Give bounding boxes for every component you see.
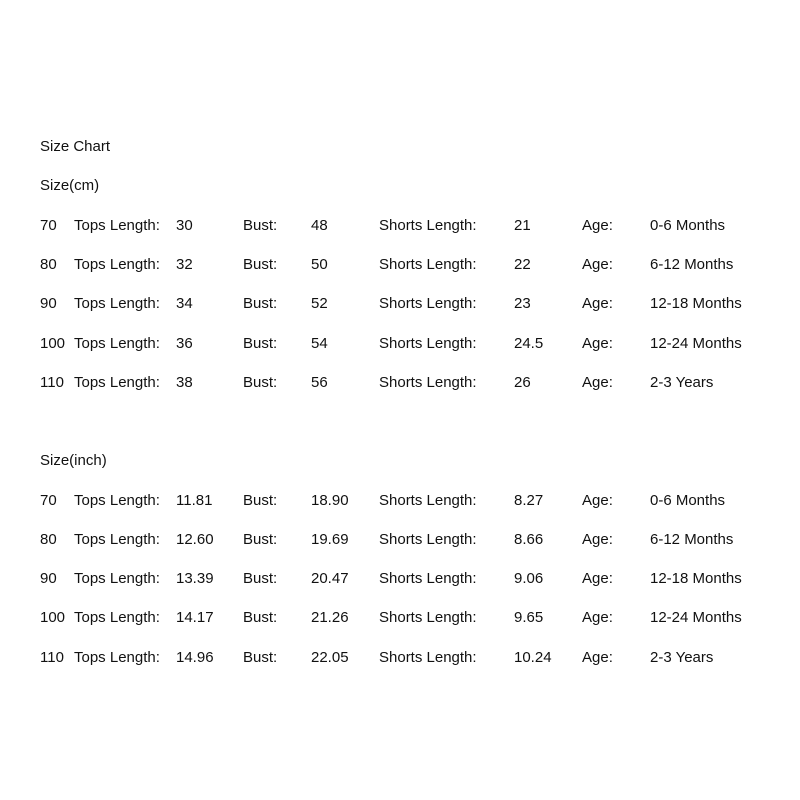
shorts-length-value: 9.65 xyxy=(514,609,544,626)
age-label: Age: xyxy=(582,609,613,626)
tops-length-label: Tops Length: xyxy=(74,295,160,312)
shorts-length-value: 23 xyxy=(514,295,531,312)
bust-label: Bust: xyxy=(243,609,278,626)
age-label: Age: xyxy=(582,531,613,548)
tops-length-label: Tops Length: xyxy=(74,570,160,587)
bust-value: 20.47 xyxy=(311,570,349,587)
tops-length-value: 36 xyxy=(176,335,193,352)
table-row xyxy=(0,217,800,235)
bust-value: 19.69 xyxy=(311,531,349,548)
page-title: Size Chart xyxy=(40,138,111,155)
age-label: Age: xyxy=(582,374,613,391)
table-row xyxy=(0,492,800,510)
size-value: 90 xyxy=(40,295,57,312)
inch-section-heading: Size(inch) xyxy=(40,452,107,469)
bust-value: 54 xyxy=(311,335,328,352)
age-label: Age: xyxy=(582,256,613,273)
size-value: 70 xyxy=(40,217,57,234)
bust-label: Bust: xyxy=(243,649,278,666)
size-value: 80 xyxy=(40,531,57,548)
size-value: 110 xyxy=(40,374,64,391)
age-value: 0-6 Months xyxy=(650,492,726,509)
shorts-length-label: Shorts Length: xyxy=(379,570,477,587)
shorts-length-label: Shorts Length: xyxy=(379,256,477,273)
size-value: 90 xyxy=(40,570,57,587)
age-value: 2-3 Years xyxy=(650,374,714,391)
shorts-length-label: Shorts Length: xyxy=(379,217,477,234)
table-row xyxy=(0,335,800,353)
age-label: Age: xyxy=(582,295,613,312)
age-value: 2-3 Years xyxy=(650,649,714,666)
age-label: Age: xyxy=(582,335,613,352)
bust-label: Bust: xyxy=(243,256,278,273)
tops-length-value: 34 xyxy=(176,295,193,312)
shorts-length-value: 10.24 xyxy=(514,649,552,666)
bust-label: Bust: xyxy=(243,570,278,587)
table-row xyxy=(0,256,800,274)
tops-length-label: Tops Length: xyxy=(74,609,160,626)
tops-length-label: Tops Length: xyxy=(74,492,160,509)
bust-value: 52 xyxy=(311,295,328,312)
shorts-length-label: Shorts Length: xyxy=(379,374,477,391)
tops-length-label: Tops Length: xyxy=(74,531,160,548)
age-value: 6-12 Months xyxy=(650,531,734,548)
age-value: 0-6 Months xyxy=(650,217,726,234)
size-value: 100 xyxy=(40,335,66,352)
shorts-length-label: Shorts Length: xyxy=(379,492,477,509)
table-row xyxy=(0,649,800,667)
shorts-length-label: Shorts Length: xyxy=(379,335,477,352)
shorts-length-label: Shorts Length: xyxy=(379,649,477,666)
shorts-length-value: 22 xyxy=(514,256,531,273)
age-value: 12-24 Months xyxy=(650,609,742,626)
shorts-length-value: 8.27 xyxy=(514,492,544,509)
shorts-length-value: 26 xyxy=(514,374,531,391)
age-value: 6-12 Months xyxy=(650,256,734,273)
table-row xyxy=(0,609,800,627)
bust-value: 22.05 xyxy=(311,649,349,666)
age-value: 12-24 Months xyxy=(650,335,742,352)
bust-label: Bust: xyxy=(243,492,278,509)
tops-length-value: 12.60 xyxy=(176,531,214,548)
shorts-length-value: 8.66 xyxy=(514,531,544,548)
tops-length-label: Tops Length: xyxy=(74,217,160,234)
tops-length-label: Tops Length: xyxy=(74,335,160,352)
bust-label: Bust: xyxy=(243,295,278,312)
table-row xyxy=(0,295,800,313)
bust-label: Bust: xyxy=(243,335,278,352)
shorts-length-value: 9.06 xyxy=(514,570,544,587)
tops-length-value: 13.39 xyxy=(176,570,214,587)
bust-value: 48 xyxy=(311,217,328,234)
bust-label: Bust: xyxy=(243,374,278,391)
age-label: Age: xyxy=(582,649,613,666)
bust-value: 18.90 xyxy=(311,492,349,509)
size-value: 70 xyxy=(40,492,57,509)
table-row xyxy=(0,531,800,549)
tops-length-label: Tops Length: xyxy=(74,374,160,391)
shorts-length-label: Shorts Length: xyxy=(379,295,477,312)
size-value: 80 xyxy=(40,256,57,273)
tops-length-label: Tops Length: xyxy=(74,649,160,666)
shorts-length-label: Shorts Length: xyxy=(379,609,477,626)
bust-label: Bust: xyxy=(243,217,278,234)
tops-length-value: 30 xyxy=(176,217,193,234)
bust-value: 21.26 xyxy=(311,609,349,626)
age-value: 12-18 Months xyxy=(650,570,742,587)
table-row xyxy=(0,374,800,392)
tops-length-value: 11.81 xyxy=(176,492,213,509)
cm-section-heading: Size(cm) xyxy=(40,177,100,194)
shorts-length-label: Shorts Length: xyxy=(379,531,477,548)
bust-label: Bust: xyxy=(243,531,278,548)
tops-length-label: Tops Length: xyxy=(74,256,160,273)
age-label: Age: xyxy=(582,217,613,234)
tops-length-value: 14.17 xyxy=(176,609,214,626)
bust-value: 56 xyxy=(311,374,328,391)
bust-value: 50 xyxy=(311,256,328,273)
table-row xyxy=(0,570,800,588)
size-value: 100 xyxy=(40,609,66,626)
age-label: Age: xyxy=(582,492,613,509)
shorts-length-value: 21 xyxy=(514,217,531,234)
tops-length-value: 38 xyxy=(176,374,193,391)
tops-length-value: 14.96 xyxy=(176,649,214,666)
age-label: Age: xyxy=(582,570,613,587)
size-value: 110 xyxy=(40,649,64,666)
tops-length-value: 32 xyxy=(176,256,193,273)
age-value: 12-18 Months xyxy=(650,295,742,312)
shorts-length-value: 24.5 xyxy=(514,335,544,352)
